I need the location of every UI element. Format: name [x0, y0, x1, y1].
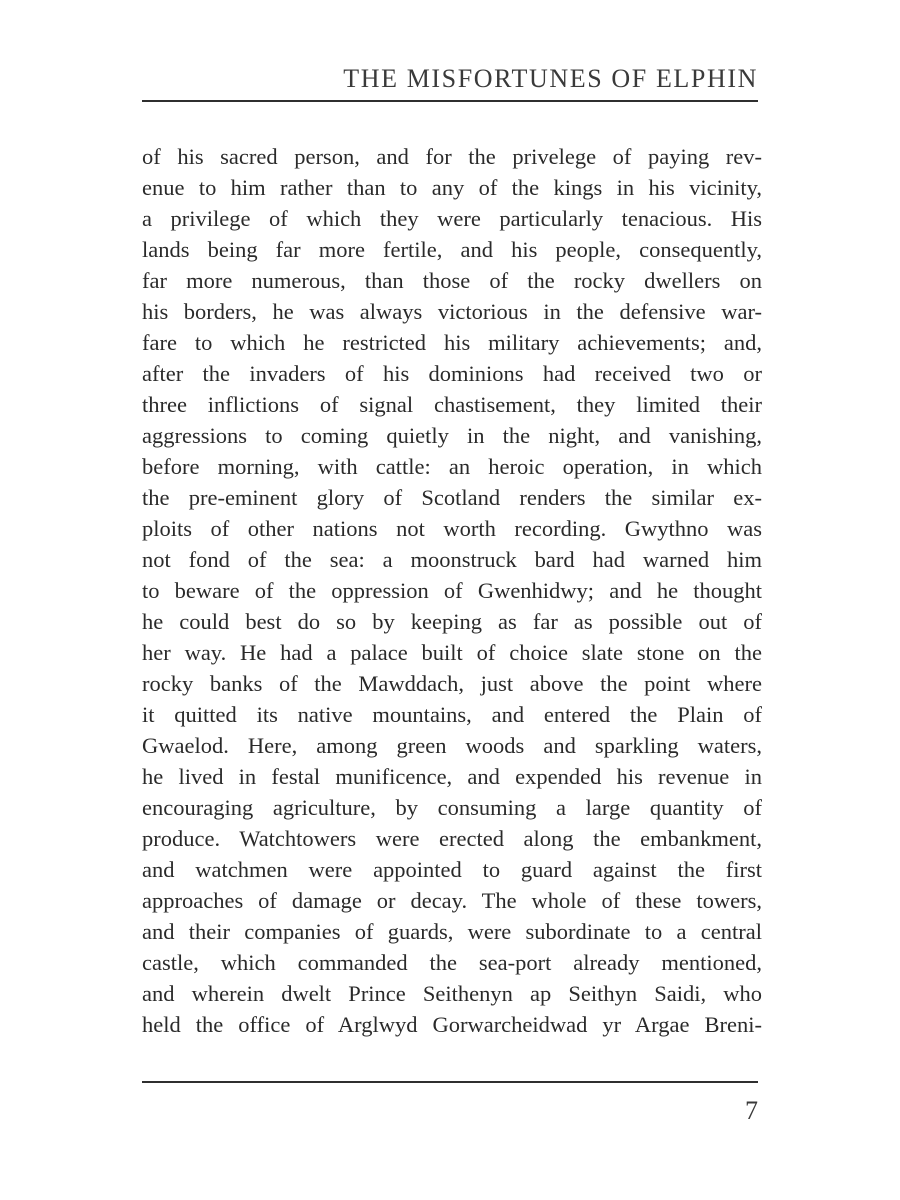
text-line: he could best do so by keeping as far as possible out of [142, 609, 762, 634]
text-line: Gwaelod. Here, among green woods and sparkling waters, [142, 733, 762, 758]
text-line: he lived in festal munificence, and expended his revenue in [142, 764, 762, 789]
text-line: enue to him rather than to any of the kings in his vicinity, [142, 175, 762, 200]
text-line: to beware of the oppression of Gwenhidwy; and he thought [142, 578, 762, 603]
text-line: and their companies of guards, were subordinate to a central [142, 919, 762, 944]
text-line: held the office of Arglwyd Gorwarcheidwad yr Argae Breni- [142, 1012, 762, 1037]
text-line: her way. He had a palace built of choice slate stone on the [142, 640, 762, 665]
text-line: his borders, he was always victorious in the defensive war- [142, 299, 762, 324]
text-line: the pre-eminent glory of Scotland renders the similar ex- [142, 485, 762, 510]
text-line: after the invaders of his dominions had received two or [142, 361, 762, 386]
text-line: and watchmen were appointed to guard against the first [142, 857, 762, 882]
running-header-title: THE MISFORTUNES OF ELPHIN [343, 64, 758, 93]
footer-rule [142, 1081, 758, 1083]
text-line: approaches of damage or decay. The whole of these towers, [142, 888, 762, 913]
page-number: 7 [745, 1096, 758, 1125]
text-line: far more numerous, than those of the rocky dwellers on [142, 268, 762, 293]
text-line: rocky banks of the Mawddach, just above the point where [142, 671, 762, 696]
text-line: three inflictions of signal chastisement, they limited their [142, 392, 762, 417]
text-line: of his sacred person, and for the privelege of paying rev- [142, 144, 762, 169]
text-line: castle, which commanded the sea-port already mentioned, [142, 950, 762, 975]
text-line: it quitted its native mountains, and entered the Plain of [142, 702, 762, 727]
text-line: and wherein dwelt Prince Seithenyn ap Seithyn Saidi, who [142, 981, 762, 1006]
text-line: not fond of the sea: a moonstruck bard had warned him [142, 547, 762, 572]
text-line: ploits of other nations not worth recording. Gwythno was [142, 516, 762, 541]
text-line: encouraging agriculture, by consuming a large quantity of [142, 795, 762, 820]
text-line: lands being far more fertile, and his people, consequently, [142, 237, 762, 262]
text-line: fare to which he restricted his military achievements; and, [142, 330, 762, 355]
text-line: aggressions to coming quietly in the night, and vanishing, [142, 423, 762, 448]
text-line: a privilege of which they were particularly tenacious. His [142, 206, 762, 231]
body-text [142, 141, 762, 1040]
header-rule [142, 100, 758, 102]
text-line: before morning, with cattle: an heroic operation, in which [142, 454, 762, 479]
text-line: produce. Watchtowers were erected along the embankment, [142, 826, 762, 851]
